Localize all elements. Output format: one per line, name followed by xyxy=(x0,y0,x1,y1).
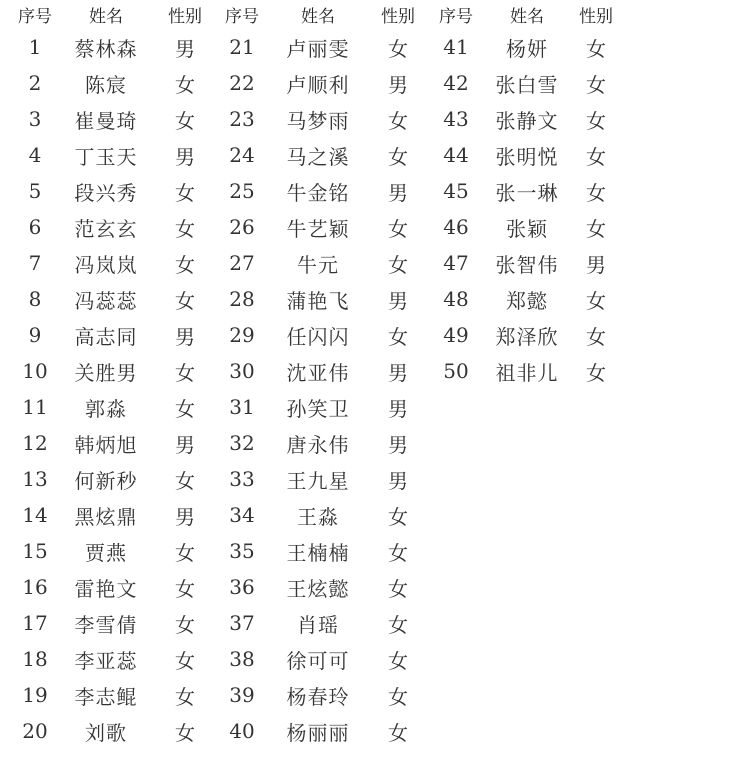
student-gender: 女 xyxy=(388,540,408,565)
student-name: 黑炫鼎 xyxy=(74,504,138,529)
student-number: 46 xyxy=(443,215,469,239)
student-number: 14 xyxy=(22,503,48,527)
student-number: 4 xyxy=(28,143,42,167)
student-gender: 女 xyxy=(586,72,606,97)
student-name: 张颖 xyxy=(506,216,548,241)
student-name: 王九星 xyxy=(286,468,350,493)
header-gender: 性别 xyxy=(381,7,415,27)
student-gender: 女 xyxy=(388,504,408,529)
student-gender xyxy=(568,425,624,461)
student-name: 祖非儿 xyxy=(495,360,559,385)
student-number xyxy=(426,461,486,497)
student-number xyxy=(426,425,486,461)
student-name: 张白雪 xyxy=(495,72,559,97)
student-number: 31 xyxy=(229,395,255,419)
student-name: 冯蕊蕊 xyxy=(74,288,138,313)
student-gender: 男 xyxy=(175,324,195,349)
student-name: 王淼 xyxy=(297,504,339,529)
student-number: 3 xyxy=(28,107,42,131)
student-gender: 女 xyxy=(586,108,606,133)
header-number: 序号 xyxy=(18,7,52,27)
student-name xyxy=(486,497,568,533)
table-row xyxy=(10,677,624,713)
student-number xyxy=(426,569,486,605)
student-number: 42 xyxy=(443,71,469,95)
student-gender: 女 xyxy=(586,144,606,169)
student-gender: 男 xyxy=(388,180,408,205)
header-gender: 性别 xyxy=(168,7,202,27)
student-gender: 女 xyxy=(175,396,195,421)
student-gender: 女 xyxy=(175,216,195,241)
student-gender: 女 xyxy=(586,324,606,349)
student-number: 34 xyxy=(229,503,255,527)
student-gender: 男 xyxy=(586,252,606,277)
student-gender: 女 xyxy=(175,684,195,709)
table-row xyxy=(10,713,624,749)
header-name: 姓名 xyxy=(301,7,335,27)
student-name: 刘歌 xyxy=(85,720,127,745)
student-gender xyxy=(568,713,624,749)
student-name: 张智伟 xyxy=(495,252,559,277)
table-row xyxy=(10,533,624,569)
header-number: 序号 xyxy=(439,7,473,27)
student-gender: 女 xyxy=(586,36,606,61)
student-gender xyxy=(568,641,624,677)
student-name: 蒲艳飞 xyxy=(286,288,350,313)
student-name: 牛金铭 xyxy=(286,180,350,205)
table-row xyxy=(10,425,624,461)
student-gender: 女 xyxy=(175,72,195,97)
table-row xyxy=(10,317,624,353)
student-gender xyxy=(568,497,624,533)
student-name: 韩炳旭 xyxy=(74,432,138,457)
student-gender xyxy=(568,533,624,569)
student-number: 44 xyxy=(443,143,469,167)
student-name xyxy=(486,533,568,569)
student-number: 43 xyxy=(443,107,469,131)
student-name: 牛元 xyxy=(297,252,339,277)
student-number: 12 xyxy=(22,431,48,455)
student-gender: 男 xyxy=(388,360,408,385)
student-gender: 女 xyxy=(388,216,408,241)
student-name xyxy=(486,425,568,461)
student-name: 郭淼 xyxy=(85,396,127,421)
student-gender: 女 xyxy=(586,288,606,313)
student-number xyxy=(426,641,486,677)
student-name: 杨春玲 xyxy=(286,684,350,709)
student-number: 22 xyxy=(229,71,255,95)
student-number: 9 xyxy=(28,323,42,347)
student-gender: 女 xyxy=(586,360,606,385)
student-gender: 女 xyxy=(388,108,408,133)
table-row xyxy=(10,605,624,641)
table-row xyxy=(10,173,624,209)
student-name: 杨丽丽 xyxy=(286,720,350,745)
student-number: 19 xyxy=(22,683,48,707)
student-name: 张一琳 xyxy=(495,180,559,205)
header-name: 姓名 xyxy=(510,7,544,27)
student-number: 37 xyxy=(229,611,255,635)
student-name: 肖瑶 xyxy=(297,612,339,637)
student-number: 7 xyxy=(28,251,42,275)
table-row xyxy=(10,137,624,173)
student-name: 贾燕 xyxy=(85,540,127,565)
student-gender: 男 xyxy=(175,36,195,61)
student-name: 卢顺利 xyxy=(286,72,350,97)
student-number: 20 xyxy=(22,719,48,743)
student-gender: 女 xyxy=(388,720,408,745)
student-number: 11 xyxy=(22,395,48,419)
student-gender: 男 xyxy=(388,288,408,313)
student-name: 李亚蕊 xyxy=(74,648,138,673)
student-number: 8 xyxy=(28,287,42,311)
student-number xyxy=(426,389,486,425)
student-gender: 女 xyxy=(388,648,408,673)
student-name: 高志同 xyxy=(74,324,138,349)
student-gender: 女 xyxy=(175,576,195,601)
student-number xyxy=(426,497,486,533)
student-number: 32 xyxy=(229,431,255,455)
student-number: 38 xyxy=(229,647,255,671)
student-name: 孙笑卫 xyxy=(286,396,350,421)
student-number: 48 xyxy=(443,287,469,311)
student-gender: 女 xyxy=(388,324,408,349)
student-number: 1 xyxy=(28,35,42,59)
student-name: 徐可可 xyxy=(286,648,350,673)
student-number: 6 xyxy=(28,215,42,239)
student-name: 郑泽欣 xyxy=(495,324,559,349)
student-number: 26 xyxy=(229,215,255,239)
student-number: 21 xyxy=(229,35,255,59)
student-name: 郑懿 xyxy=(506,288,548,313)
student-name: 段兴秀 xyxy=(74,180,138,205)
table-row xyxy=(10,101,624,137)
table-row xyxy=(10,569,624,605)
student-name: 关胜男 xyxy=(74,360,138,385)
student-gender: 女 xyxy=(175,288,195,313)
student-gender xyxy=(568,569,624,605)
student-name: 何新秒 xyxy=(74,468,138,493)
student-gender: 女 xyxy=(388,576,408,601)
student-name xyxy=(486,605,568,641)
student-name: 杨妍 xyxy=(506,36,548,61)
student-number: 41 xyxy=(443,35,469,59)
student-name xyxy=(486,713,568,749)
student-number: 28 xyxy=(229,287,255,311)
student-name: 范玄玄 xyxy=(74,216,138,241)
table-row xyxy=(10,497,624,533)
student-number: 47 xyxy=(443,251,469,275)
table-row xyxy=(10,641,624,677)
student-gender: 女 xyxy=(388,144,408,169)
student-number: 45 xyxy=(443,179,469,203)
student-number: 50 xyxy=(443,359,469,383)
student-number: 40 xyxy=(229,719,255,743)
roster-body xyxy=(10,29,624,749)
student-number: 25 xyxy=(229,179,255,203)
student-gender: 女 xyxy=(388,684,408,709)
student-gender: 女 xyxy=(388,36,408,61)
student-gender: 女 xyxy=(175,360,195,385)
student-gender: 男 xyxy=(388,396,408,421)
student-gender: 女 xyxy=(175,468,195,493)
student-gender xyxy=(568,461,624,497)
student-number: 33 xyxy=(229,467,255,491)
student-name: 任闪闪 xyxy=(286,324,350,349)
table-row xyxy=(10,389,624,425)
student-name xyxy=(486,461,568,497)
header-number: 序号 xyxy=(225,7,259,27)
student-name: 李雪倩 xyxy=(74,612,138,637)
student-gender: 男 xyxy=(175,504,195,529)
student-number: 29 xyxy=(229,323,255,347)
student-number: 5 xyxy=(28,179,42,203)
student-gender: 男 xyxy=(175,144,195,169)
student-number: 30 xyxy=(229,359,255,383)
student-name: 唐永伟 xyxy=(286,432,350,457)
student-number: 49 xyxy=(443,323,469,347)
header-name: 姓名 xyxy=(89,7,123,27)
student-number: 10 xyxy=(22,359,48,383)
header-row xyxy=(10,0,624,29)
student-gender xyxy=(568,389,624,425)
student-name: 丁玉天 xyxy=(74,144,138,169)
student-name: 牛艺颖 xyxy=(286,216,350,241)
table-row xyxy=(10,245,624,281)
student-roster-table xyxy=(10,0,624,749)
table-row xyxy=(10,65,624,101)
student-number: 16 xyxy=(22,575,48,599)
student-number: 17 xyxy=(22,611,48,635)
student-gender: 女 xyxy=(175,612,195,637)
student-name: 崔曼琦 xyxy=(74,108,138,133)
student-gender: 女 xyxy=(175,252,195,277)
table-row xyxy=(10,209,624,245)
student-gender: 男 xyxy=(388,468,408,493)
student-name: 沈亚伟 xyxy=(286,360,350,385)
student-name: 王炫懿 xyxy=(286,576,350,601)
student-gender: 女 xyxy=(175,648,195,673)
student-number xyxy=(426,533,486,569)
student-number: 15 xyxy=(22,539,48,563)
student-name xyxy=(486,641,568,677)
student-number: 24 xyxy=(229,143,255,167)
student-name: 王楠楠 xyxy=(286,540,350,565)
student-number: 27 xyxy=(229,251,255,275)
table-row xyxy=(10,29,624,65)
student-number: 13 xyxy=(22,467,48,491)
student-name: 李志鲲 xyxy=(74,684,138,709)
student-name: 张明悦 xyxy=(495,144,559,169)
student-gender xyxy=(568,677,624,713)
student-gender: 女 xyxy=(586,216,606,241)
header-gender: 性别 xyxy=(579,7,613,27)
student-name: 卢丽雯 xyxy=(286,36,350,61)
student-gender: 女 xyxy=(175,720,195,745)
student-name xyxy=(486,677,568,713)
table-row xyxy=(10,281,624,317)
student-name xyxy=(486,389,568,425)
student-number: 39 xyxy=(229,683,255,707)
student-gender xyxy=(568,605,624,641)
student-name: 雷艳文 xyxy=(74,576,138,601)
student-name: 陈宸 xyxy=(85,72,127,97)
student-number: 36 xyxy=(229,575,255,599)
table-row xyxy=(10,461,624,497)
student-number: 2 xyxy=(28,71,42,95)
student-name: 马梦雨 xyxy=(286,108,350,133)
student-number xyxy=(426,677,486,713)
student-number: 23 xyxy=(229,107,255,131)
student-gender: 女 xyxy=(175,540,195,565)
student-gender: 男 xyxy=(175,432,195,457)
student-name xyxy=(486,569,568,605)
student-name: 马之溪 xyxy=(286,144,350,169)
student-gender: 男 xyxy=(388,72,408,97)
student-gender: 男 xyxy=(388,432,408,457)
student-number xyxy=(426,713,486,749)
student-number: 18 xyxy=(22,647,48,671)
student-gender: 女 xyxy=(586,180,606,205)
student-gender: 女 xyxy=(388,252,408,277)
student-gender: 女 xyxy=(388,612,408,637)
table-row xyxy=(10,353,624,389)
student-name: 蔡林森 xyxy=(74,36,138,61)
student-gender: 女 xyxy=(175,108,195,133)
student-name: 冯岚岚 xyxy=(74,252,138,277)
student-number xyxy=(426,605,486,641)
student-gender: 女 xyxy=(175,180,195,205)
student-number: 35 xyxy=(229,539,255,563)
student-name: 张静文 xyxy=(495,108,559,133)
